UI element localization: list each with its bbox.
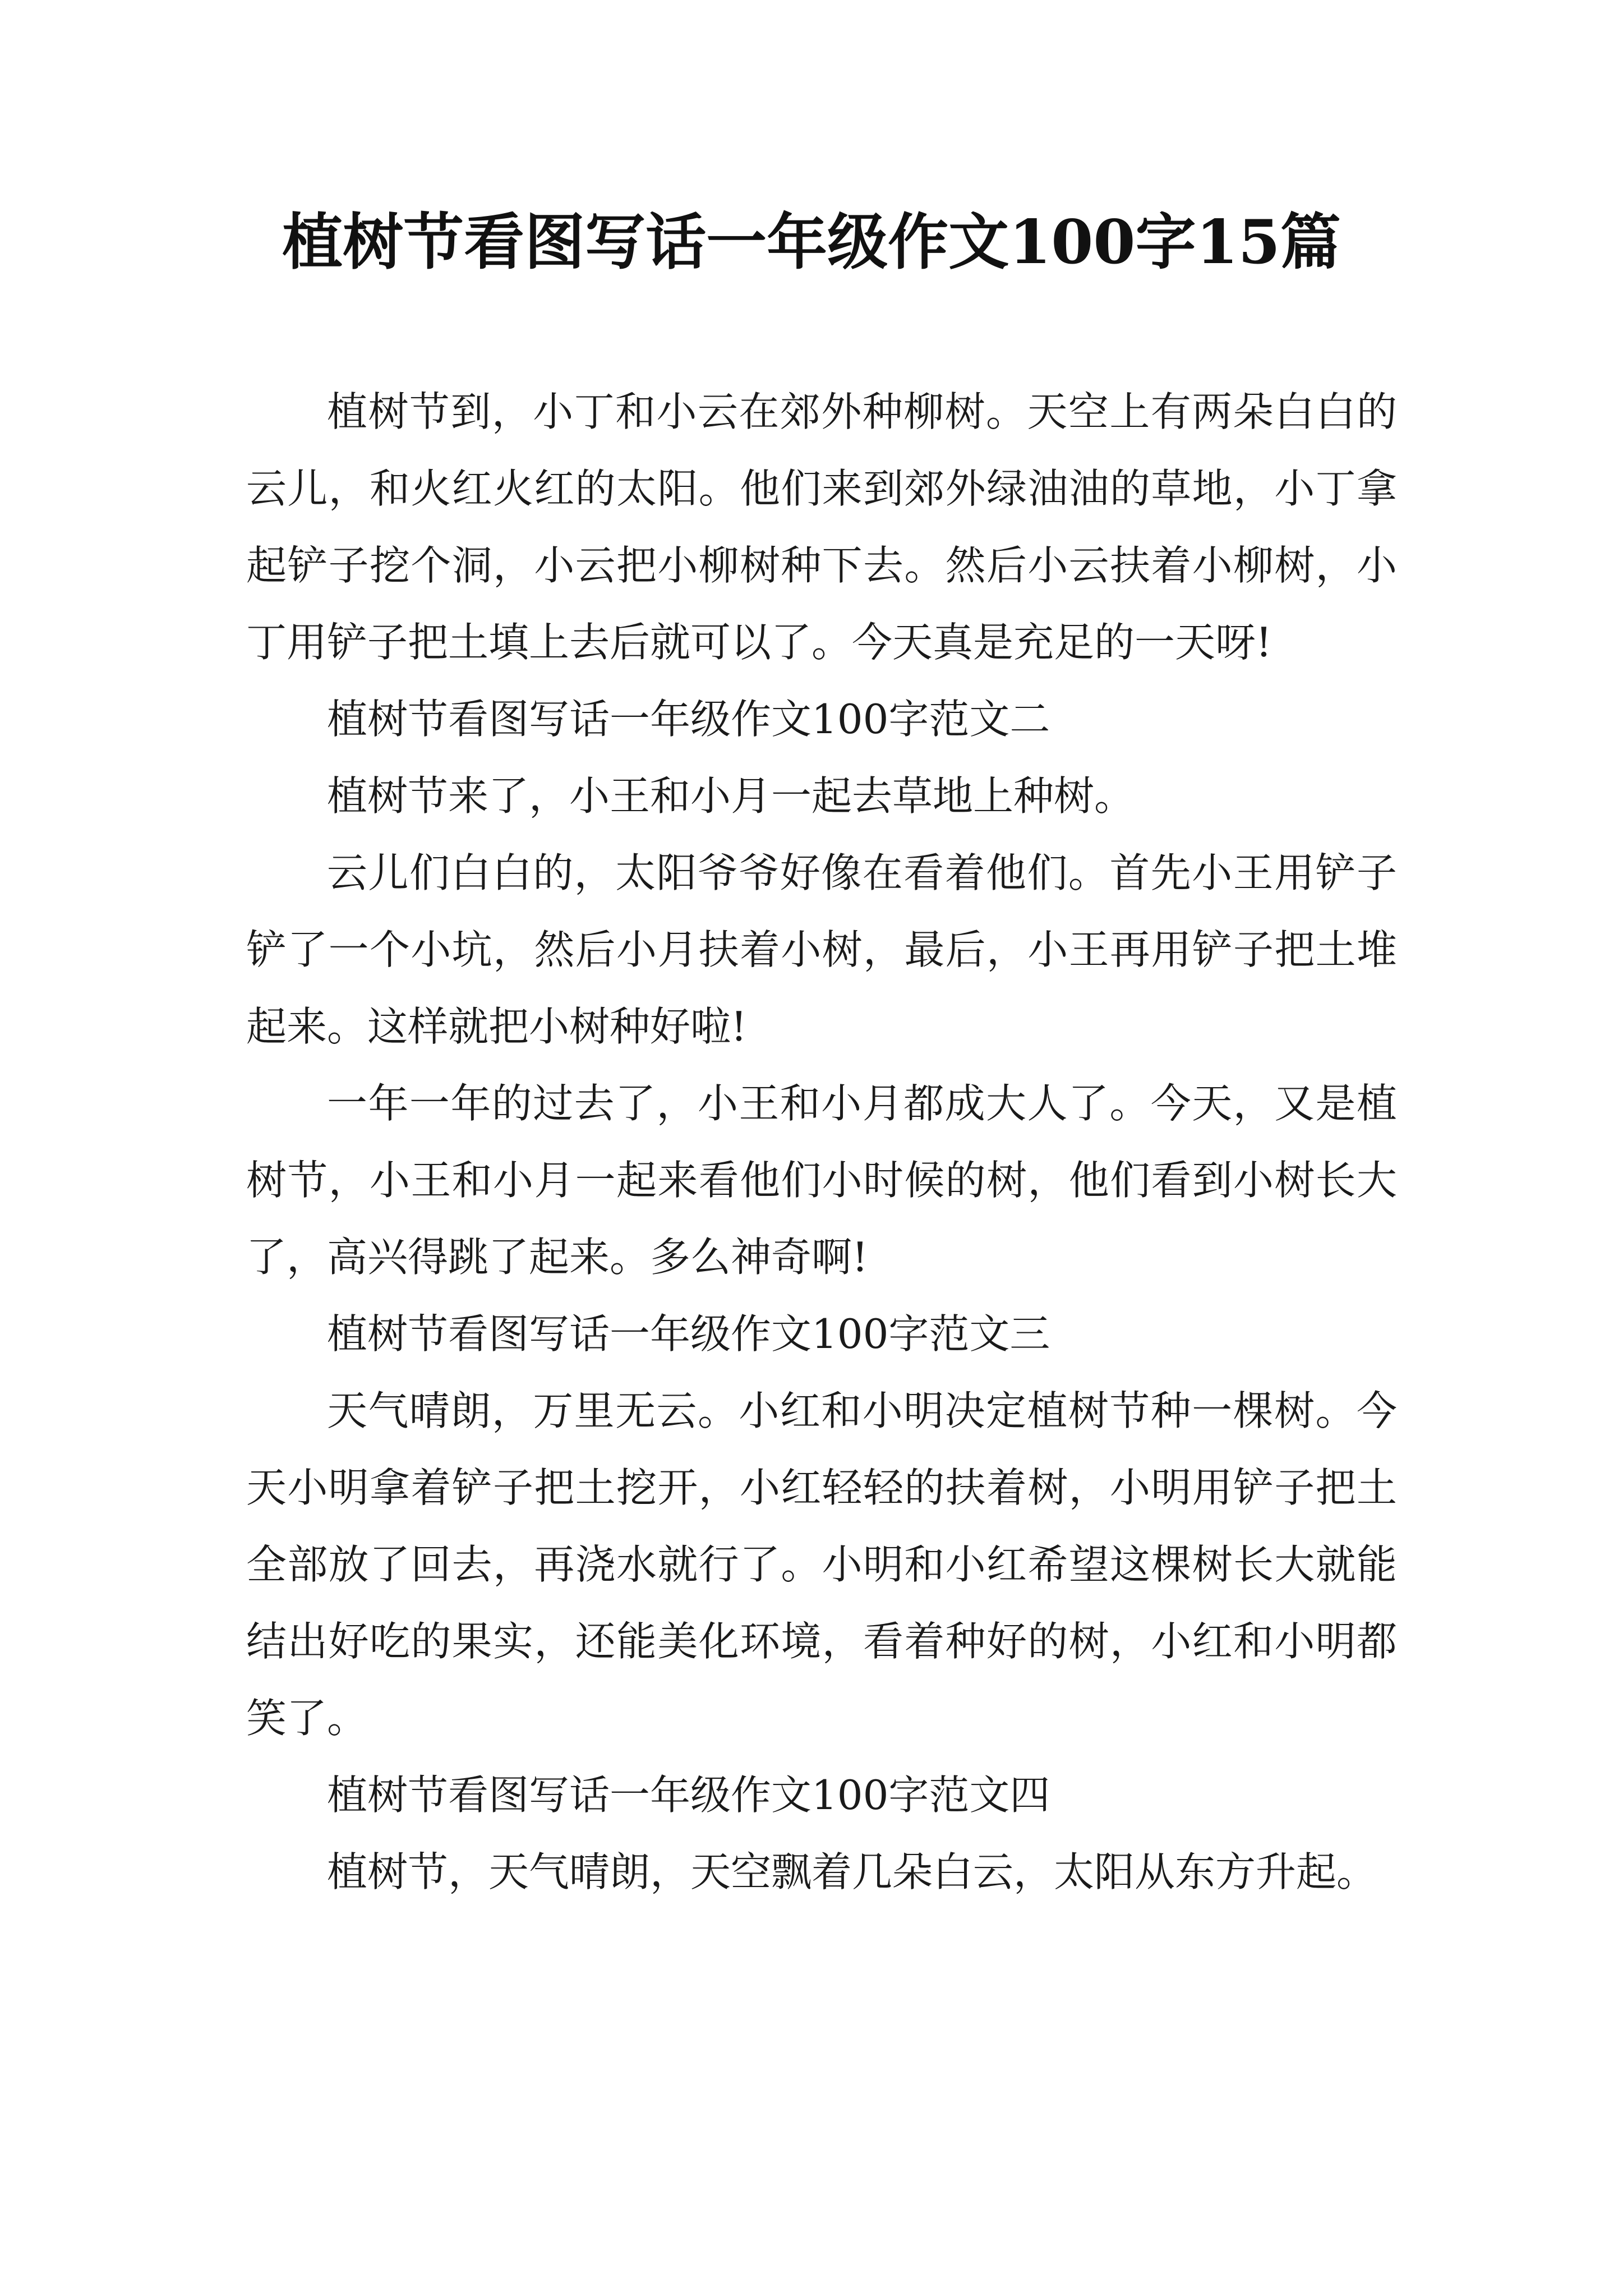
paragraph: 一年一年的过去了，小王和小月都成大人了。今天，又是植树节，小王和小月一起来看他们小时候的树，他们看到小树长大了，高兴得跳了起来。多么神奇啊!	[246, 1080, 1397, 1281]
paragraph: 植树节来了，小王和小月一起去草地上种树。	[327, 772, 1135, 820]
section-heading: 植树节看图写话一年级作文100字范文四	[327, 1772, 1050, 1819]
section-heading: 植树节看图写话一年级作文100字范文二	[327, 696, 1050, 743]
paragraph: 植树节，天气晴朗，天空飘着几朵白云，太阳从东方升起。	[327, 1848, 1377, 1895]
paragraph: 云儿们白白的，太阳爷爷好像在看着他们。首先小王用铲子铲了一个小坑，然后小月扶着小树，最后，小王再用铲子把土堆起来。这样就把小树种好啦!	[246, 849, 1397, 1050]
document-title: 植树节看图写话一年级作文100字15篇	[282, 207, 1341, 278]
paragraph: 天气晴朗，万里无云。小红和小明决定植树节种一棵树。今天小明拿着铲子把土挖开，小红轻轻的扶着树，小明用铲子把土全部放了回去，再浇水就行了。小明和小红希望这棵树长大就能结出好吃的果实，还能美化环境，看着种好的树，小红和小明都笑了。	[246, 1387, 1397, 1742]
document-body	[246, 374, 1397, 1911]
section-heading: 植树节看图写话一年级作文100字范文三	[327, 1310, 1050, 1358]
paragraph: 植树节到，小丁和小云在郊外种柳树。天空上有两朵白白的云儿，和火红火红的太阳。他们来到郊外绿油油的草地，小丁拿起铲子挖个洞，小云把小柳树种下去。然后小云扶着小柳树，小丁用铲子把土填上去后就可以了。今天真是充足的一天呀!	[246, 388, 1397, 666]
